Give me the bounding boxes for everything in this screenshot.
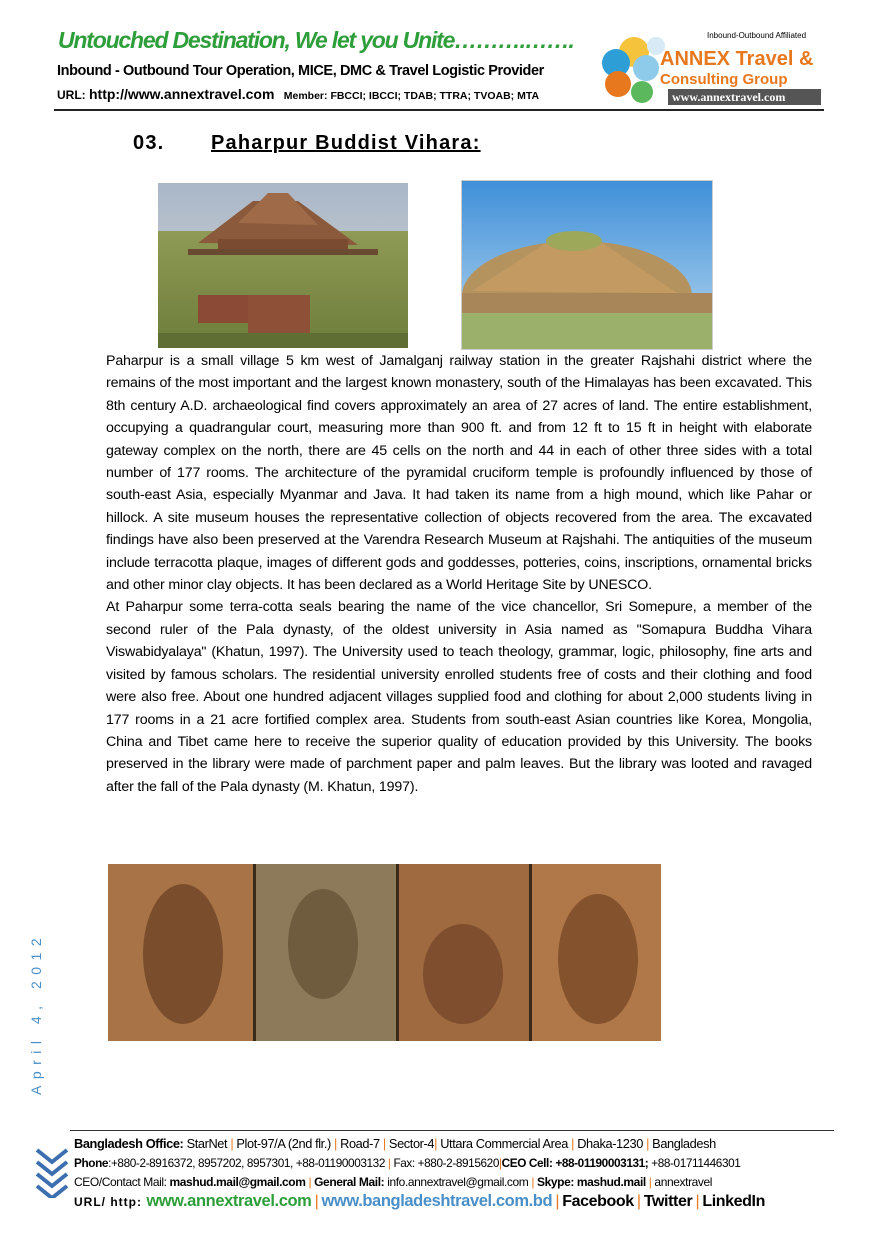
member-label: Member: <box>283 90 331 102</box>
footer-url-label: URL/ http: <box>74 1195 147 1209</box>
office-road: Road-7 <box>336 1136 383 1151</box>
section-number: 03. <box>133 132 165 154</box>
footer-mail-line: CEO/Contact Mail: mashud.mail@gmail.com | General Mail: info.annextravel@gmail.com | Skype: mashud.mail | annextravel <box>74 1175 713 1189</box>
paragraph-university: At Paharpur some terra-cotta seals bearing the name of the vice chancellor, Sri Somepure, a member of the second ruler of the Pala dynasty, of the oldest university in Asia named as "Somapura Buddha Vihara Viswabidyalaya" (Khatun, 1997). The University used to teach theology, grammar, logic, philosophy, fine arts and visited by famous scholars. The residential university enrolled students free of costs and their clothing and food were also free. About one hundred adjacent villages supplied food and clothing for about 2,000 students living in 177 rooms in a 21 acre fortified complex area. Students from south-east Asian countries like Korea, Mongolia, China and Tibet came here to receive the superior quality of education provided by this University. The books preserved in the library were made of parchment paper and palm leaves. But the library was looted and ravaged after the fall of the Pala dynasty (M. Khatun, 1997). <box>106 599 812 795</box>
skype-label: Skype: <box>534 1175 577 1189</box>
bangladeshtravel-link[interactable]: www.bangladeshtravel.com.bd <box>321 1192 553 1210</box>
skype-alt: annextravel <box>651 1175 713 1189</box>
skype-id: mashud.mail <box>576 1175 646 1189</box>
url-label: URL: <box>57 88 89 102</box>
general-mail-label: General Mail: <box>311 1175 385 1189</box>
phone-label: Phone <box>74 1156 109 1170</box>
paharpur-ruins-photo <box>158 183 408 348</box>
logo-group: Consulting Group <box>660 71 788 88</box>
office-starnet: StarNet <box>183 1136 231 1151</box>
office-city: Dhaka-1230 <box>574 1136 647 1151</box>
tagline: Untouched Destination, We let you Unite……….……. <box>58 27 574 53</box>
office-sector: Sector-4 <box>385 1136 435 1151</box>
header-divider <box>54 109 824 111</box>
header-url-link[interactable]: http://www.annextravel.com <box>89 86 275 102</box>
logo-name: ANNEX Travel & <box>660 48 814 70</box>
side-date: April 4, 2012 <box>28 931 44 1095</box>
office-label: Bangladesh Office: <box>74 1136 184 1151</box>
company-subtitle: Inbound - Outbound Tour Operation, MICE, DMC & Travel Logistic Provider <box>57 63 544 79</box>
terracotta-plaques-photo <box>108 864 661 1041</box>
ceo-cell-alt: +88-01711446301 <box>648 1156 741 1170</box>
general-mail[interactable]: info.annextravel@gmail.com <box>384 1175 532 1189</box>
member-list: FBCCI; IBCCI; TDAB; TTRA; TVOAB; MTA <box>330 90 540 102</box>
phone-numbers: :+880-2-8916372, 8957202, 8957301, +88-01190003132 <box>108 1156 388 1170</box>
footer-links-line: URL/ http: www.annextravel.com | www.bangladeshtravel.com.bd | Facebook | Twitter | LinkedIn <box>74 1192 765 1210</box>
logo-url: www.annextravel.com <box>672 90 786 104</box>
office-plot: Plot-97/A (2nd flr.) <box>233 1136 335 1151</box>
url-line <box>57 86 539 102</box>
footer-divider <box>70 1130 834 1131</box>
section-heading <box>133 132 481 155</box>
contact-mail-label: CEO/Contact Mail: <box>74 1175 170 1189</box>
paharpur-mound-image <box>462 181 712 349</box>
facebook-link[interactable]: Facebook <box>562 1193 634 1210</box>
paragraph-paharpur-intro: Paharpur is a small village 5 km west of Jamalganj railway station in the greater Rajshahi district where the remains of the most important and the largest known monastery, south of the Himalayas has been excavated. This 8th century A.D. archaeological find covers approximately an area of 27 acres of land. The entire establishment, occupying a quadrangular court, measuring more than 900 ft. and from 12 ft to 15 ft in height with elaborate gateway complex on the north, there are 45 cells on the north and 44 in each of other three sides with a total number of 177 rooms. The architecture of the pyramidal cruciform temple is profoundly influenced by those of south-east Asia, especially Myanmar and Java. It had taken its name from a high mound, which like Pahar or hillock. A site museum houses the representative collection of objects recovered from the area. The excavated findings have also been preserved at the Varendra Research Museum at Rajshahi. The antiquities of the museum include terracotta plaque, images of different gods and goddesses, potteries, coins, inscriptions, ornamental bricks and other minor clay objects. It has been declared as a World Heritage Site by UNESCO. <box>106 353 812 594</box>
ceo-cell-number: : +88-01190003131; <box>548 1156 649 1170</box>
chevron-down-icon <box>34 1146 70 1198</box>
paharpur-ruins-image <box>158 183 408 348</box>
paharpur-mound-photo <box>461 180 713 350</box>
footer-office-line: Bangladesh Office: StarNet | Plot-97/A (2nd flr.) | Road-7 | Sector-4| Uttara Commercial Area | Dhaka-1230 | Bangladesh <box>74 1136 716 1151</box>
article-body <box>106 350 812 798</box>
logo-affiliation: Inbound-Outbound Affiliated <box>707 31 807 40</box>
office-country: Bangladesh <box>649 1136 716 1151</box>
ceo-cell-label: CEO Cell <box>501 1156 549 1170</box>
footer-phone-line: Phone:+880-2-8916372, 8957202, 8957301, +88-01190003132 | Fax: +880-2-8915620|CEO Cell: +88-01190003131; +88-01711446301 <box>74 1156 741 1170</box>
twitter-link[interactable]: Twitter <box>643 1193 693 1210</box>
contact-mail[interactable]: mashud.mail@gmail.com <box>169 1175 306 1189</box>
annextravel-link[interactable]: www.annextravel.com <box>146 1192 312 1210</box>
office-area: Uttara Commercial Area <box>437 1136 572 1151</box>
fax-number: Fax: +880-2-8915620 <box>390 1156 499 1170</box>
terracotta-plaques-image <box>108 864 661 1041</box>
linkedin-link[interactable]: LinkedIn <box>702 1193 765 1210</box>
section-title: Paharpur Buddist Vihara: <box>211 132 481 154</box>
